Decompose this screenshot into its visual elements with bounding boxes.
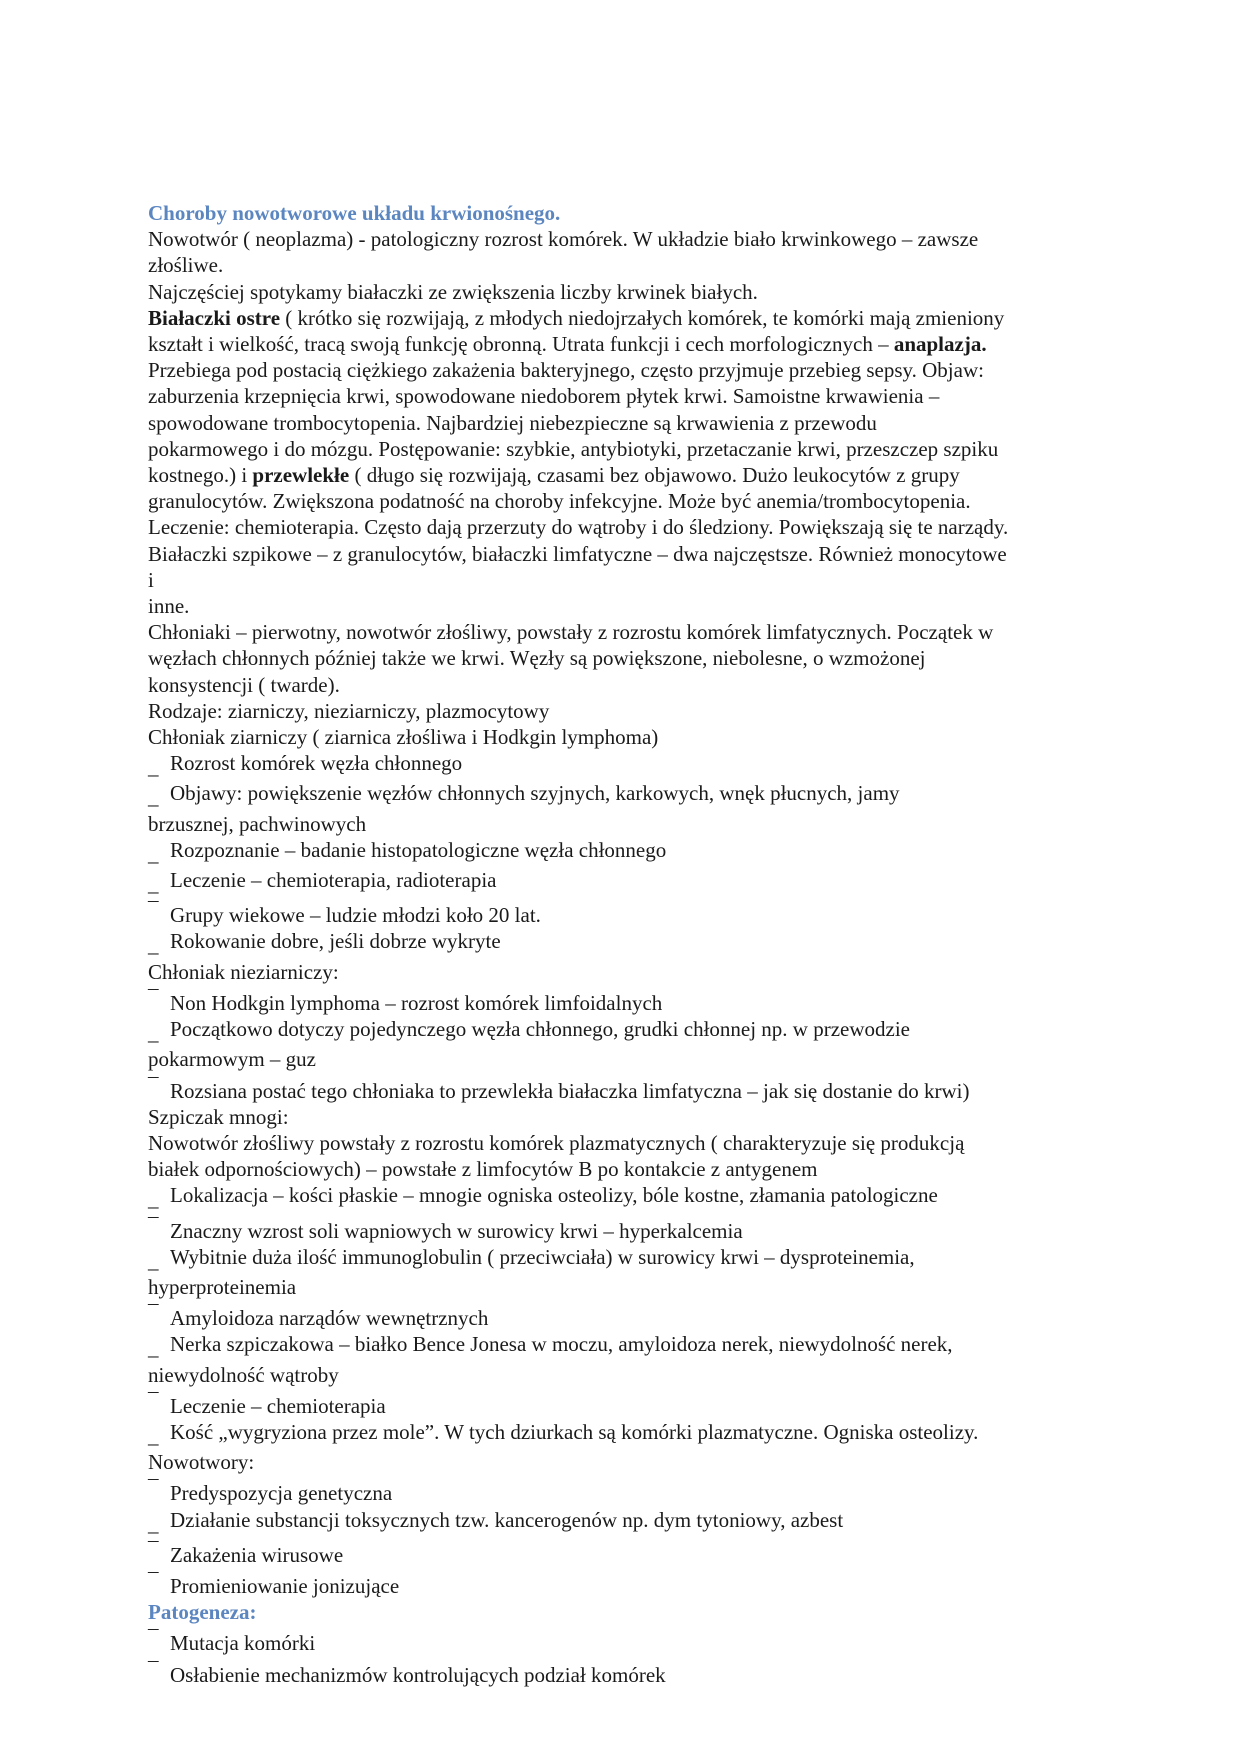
text-line bbox=[148, 811, 1098, 837]
bold-term: anaplazja. bbox=[893, 332, 987, 357]
line-text: Rozrost komórek węzła chłonnego bbox=[170, 751, 463, 776]
bullet-marker: ¯ bbox=[148, 1213, 159, 1238]
line-text: Nowotwory: bbox=[148, 1450, 255, 1475]
line-text: złośliwe. bbox=[148, 253, 224, 278]
line-text: Początkowo dotyczy pojedynczego węzła chłonnego, grudki chłonnej np. w przewodzie bbox=[170, 1017, 911, 1042]
line-text: brzusznej, pachwinowych bbox=[148, 811, 367, 836]
line-text: Działanie substancji toksycznych tzw. kancerogenów np. dym tytoniowy, azbest bbox=[170, 1507, 844, 1532]
bullet-marker: _ bbox=[148, 755, 159, 780]
bold-term: Białaczki ostre bbox=[148, 305, 281, 330]
list-item bbox=[148, 1331, 1098, 1361]
line-text: ( długo się rozwijają, czasami bez objawowo. Dużo leukocytów z grupy bbox=[349, 463, 960, 488]
line-text: Predyspozycja genetyczna bbox=[170, 1481, 393, 1506]
bullet-marker: _ bbox=[148, 1021, 159, 1046]
line-text: Rodzaje: ziarniczy, nieziarniczy, plazmocytowy bbox=[148, 698, 550, 723]
text-line bbox=[148, 279, 1098, 305]
line-text: konsystencji ( twarde). bbox=[148, 672, 340, 697]
line-text: Przebiega pod postacią ciężkiego zakażenia bakteryjnego, często przyjmuje przebieg sepsy. Objaw: bbox=[148, 358, 984, 383]
list-item bbox=[148, 1568, 1098, 1599]
line-text: i bbox=[148, 567, 154, 592]
text-line bbox=[148, 226, 1098, 252]
list-item bbox=[148, 1475, 1098, 1506]
bullet-marker: ¯ bbox=[148, 1568, 159, 1593]
document-page bbox=[148, 200, 1098, 1688]
line-text: kształt i wielkość, tracą swoją funkcję obronną. Utrata funkcji i cech morfologicznych – bbox=[148, 332, 894, 357]
text-line bbox=[148, 593, 1098, 619]
line-text: pokarmowym – guz bbox=[148, 1047, 316, 1072]
text-line bbox=[148, 331, 1098, 357]
line-text: Nowotwór złośliwy powstały z rozrostu komórek plazmatycznych ( charakteryzuje się produkcją bbox=[148, 1130, 965, 1155]
bullet-marker: _ bbox=[148, 785, 159, 810]
text-line bbox=[148, 357, 1098, 383]
line-text: Białaczki szpikowe – z granulocytów, białaczki limfatyczne – dwa najczęstsze. Również monocytowe bbox=[148, 541, 1007, 566]
line-text: zaburzenia krzepnięcia krwi, spowodowane niedoborem płytek krwi. Samoistne krwawienia – bbox=[148, 384, 940, 409]
text-line bbox=[148, 724, 1098, 750]
list-item bbox=[148, 1657, 1098, 1688]
text-line bbox=[148, 252, 1098, 278]
line-text: Szpiczak mnogi: bbox=[148, 1104, 289, 1129]
line-text: Leczenie – chemioterapia bbox=[170, 1393, 386, 1418]
line-text: kostnego.) i bbox=[148, 463, 253, 488]
line-text: spowodowane trombocytopenia. Najbardziej niebezpieczne są krwawienia z przewodu bbox=[148, 410, 877, 435]
bullet-marker: ¯ bbox=[148, 898, 159, 923]
bullet-marker: _ bbox=[148, 1187, 159, 1212]
line-text: Lokalizacja – kości płaskie – mnogie ogniska osteolizy, bóle kostne, złamania patologiczne bbox=[170, 1183, 938, 1208]
line-text: Leczenie: chemioterapia. Często dają przerzuty do wątroby i do śledziony. Powiększają się te narządy. bbox=[148, 515, 1009, 540]
line-text: hyperproteinemia bbox=[148, 1274, 297, 1299]
line-text: Nerka szpiczakowa – białko Bence Jonesa w moczu, amyloidoza nerek, niewydolność nerek, bbox=[170, 1332, 953, 1357]
line-text: Grupy wiekowe – ludzie młodzi koło 20 lat. bbox=[170, 903, 541, 928]
line-text: Promieniowanie jonizujące bbox=[170, 1573, 400, 1598]
list-item bbox=[148, 1213, 1098, 1244]
list-item bbox=[148, 750, 1098, 780]
line-text: niewydolność wątroby bbox=[148, 1362, 339, 1387]
line-text: Chłoniaki – pierwotny, nowotwór złośliwy, powstały z rozrostu komórek limfatycznych. Początek w bbox=[148, 620, 994, 645]
bullet-marker: ¯ bbox=[148, 1626, 159, 1651]
line-text: węzłach chłonnych później także we krwi. Węzły są powiększone, niebolesne, o wzmożonej bbox=[148, 646, 926, 671]
text-line bbox=[148, 1274, 1098, 1300]
line-text: ( krótko się rozwijają, z młodych niedojrzałych komórek, te komórki mają zmieniony bbox=[280, 305, 1005, 330]
list-item bbox=[148, 1182, 1098, 1212]
line-text: Rozpoznanie – badanie histopatologiczne węzła chłonnego bbox=[170, 837, 667, 862]
line-text: Chłoniak nieziarniczy: bbox=[148, 959, 339, 984]
line-text: Zakażenia wirusowe bbox=[170, 1542, 344, 1567]
list-item bbox=[148, 928, 1098, 958]
text-line bbox=[148, 383, 1098, 409]
bullet-marker: _ bbox=[148, 1336, 159, 1361]
list-item bbox=[148, 1537, 1098, 1568]
bullet-marker: _ bbox=[148, 872, 159, 897]
list-item bbox=[148, 1419, 1098, 1449]
bullet-marker: ¯ bbox=[148, 1301, 159, 1326]
text-line bbox=[148, 672, 1098, 698]
list-item bbox=[148, 837, 1098, 867]
bullet-marker: ¯ bbox=[148, 1388, 159, 1413]
list-item bbox=[148, 1016, 1098, 1046]
list-item bbox=[148, 1244, 1098, 1274]
bullet-marker: ¯ bbox=[148, 985, 159, 1010]
list-item bbox=[148, 985, 1098, 1016]
document-title: Choroby nowotworowe układu krwionośnego. bbox=[148, 201, 561, 225]
list-item bbox=[148, 897, 1098, 928]
text-line bbox=[148, 1362, 1098, 1388]
text-line bbox=[148, 436, 1098, 462]
text-line bbox=[148, 645, 1098, 671]
line-text: Wybitnie duża ilość immunoglobulin ( przeciwciała) w surowicy krwi – dysproteinemia, bbox=[170, 1244, 915, 1269]
list-item bbox=[148, 780, 1098, 810]
line-text: inne. bbox=[148, 594, 190, 619]
bullet-marker: _ bbox=[148, 1423, 159, 1448]
bullet-marker: _ bbox=[148, 1511, 159, 1536]
list-item bbox=[148, 1073, 1098, 1104]
line-text: Rozsiana postać tego chłoniaka to przewlekła białaczka limfatyczna – jak się dostanie do krwi) bbox=[170, 1078, 970, 1103]
bullet-marker: _ bbox=[148, 841, 159, 866]
line-text: Amyloidoza narządów wewnętrznych bbox=[170, 1306, 489, 1331]
bullet-marker: _ bbox=[148, 1248, 159, 1273]
line-text: pokarmowego i do mózgu. Postępowanie: szybkie, antybiotyki, przetaczanie krwi, przeszczep szpiku bbox=[148, 436, 999, 461]
document-body bbox=[148, 226, 1098, 1688]
bullet-marker: _ bbox=[148, 933, 159, 958]
list-item bbox=[148, 1300, 1098, 1331]
line-text: Kość „wygryziona przez mole”. W tych dziurkach są komórki plazmatyczne. Ogniska osteolizy. bbox=[170, 1419, 979, 1444]
text-line bbox=[148, 1104, 1098, 1130]
text-line bbox=[148, 305, 1098, 331]
line-text: Non Hodkgin lymphoma – rozrost komórek limfoidalnych bbox=[170, 990, 663, 1015]
list-item bbox=[148, 1388, 1098, 1419]
list-item bbox=[148, 1625, 1098, 1656]
line-text: białek odpornościowych) – powstałe z limfocytów B po kontakcie z antygenem bbox=[148, 1157, 818, 1182]
line-text: Najczęściej spotykamy białaczki ze zwiększenia liczby krwinek białych. bbox=[148, 279, 758, 304]
text-line bbox=[148, 410, 1098, 436]
bullet-marker: ¯ bbox=[148, 1476, 159, 1501]
line-text: Osłabienie mechanizmów kontrolujących podział komórek bbox=[170, 1662, 666, 1687]
line-text: Objawy: powiększenie węzłów chłonnych szyjnych, karkowych, wnęk płucnych, jamy bbox=[170, 781, 900, 806]
line-text: Leczenie – chemioterapia, radioterapia bbox=[170, 868, 497, 893]
list-item bbox=[148, 1507, 1098, 1537]
line-text: Rokowanie dobre, jeśli dobrze wykryte bbox=[170, 929, 501, 954]
text-line bbox=[148, 1046, 1098, 1072]
section-heading: Patogeneza: bbox=[148, 1600, 257, 1625]
bold-term: przewlekłe bbox=[252, 463, 350, 488]
text-line bbox=[148, 1130, 1098, 1156]
bullet-marker: ¯ bbox=[148, 1073, 159, 1098]
line-text: Chłoniak ziarniczy ( ziarnica złośliwa i Hodkgin lymphoma) bbox=[148, 725, 659, 750]
text-line bbox=[148, 698, 1098, 724]
text-line bbox=[148, 1156, 1098, 1182]
line-text: Mutacja komórki bbox=[170, 1631, 316, 1656]
list-item bbox=[148, 867, 1098, 897]
text-line bbox=[148, 567, 1098, 593]
text-line bbox=[148, 541, 1098, 567]
text-line bbox=[148, 488, 1098, 514]
text-line bbox=[148, 514, 1098, 540]
text-line bbox=[148, 462, 1098, 488]
line-text: Znaczny wzrost soli wapniowych w surowicy krwi – hyperkalcemia bbox=[170, 1218, 743, 1243]
bullet-marker: ¯ bbox=[148, 1657, 159, 1682]
text-line bbox=[148, 619, 1098, 645]
bullet-marker: ¯ bbox=[148, 1537, 159, 1562]
line-text: granulocytów. Zwiększona podatność na choroby infekcyjne. Może być anemia/trombocytopenia. bbox=[148, 489, 971, 514]
text-line bbox=[148, 959, 1098, 985]
text-line bbox=[148, 1449, 1098, 1475]
line-text: Nowotwór ( neoplazma) - patologiczny rozrost komórek. W układzie biało krwinkowego – zawsze bbox=[148, 227, 979, 252]
